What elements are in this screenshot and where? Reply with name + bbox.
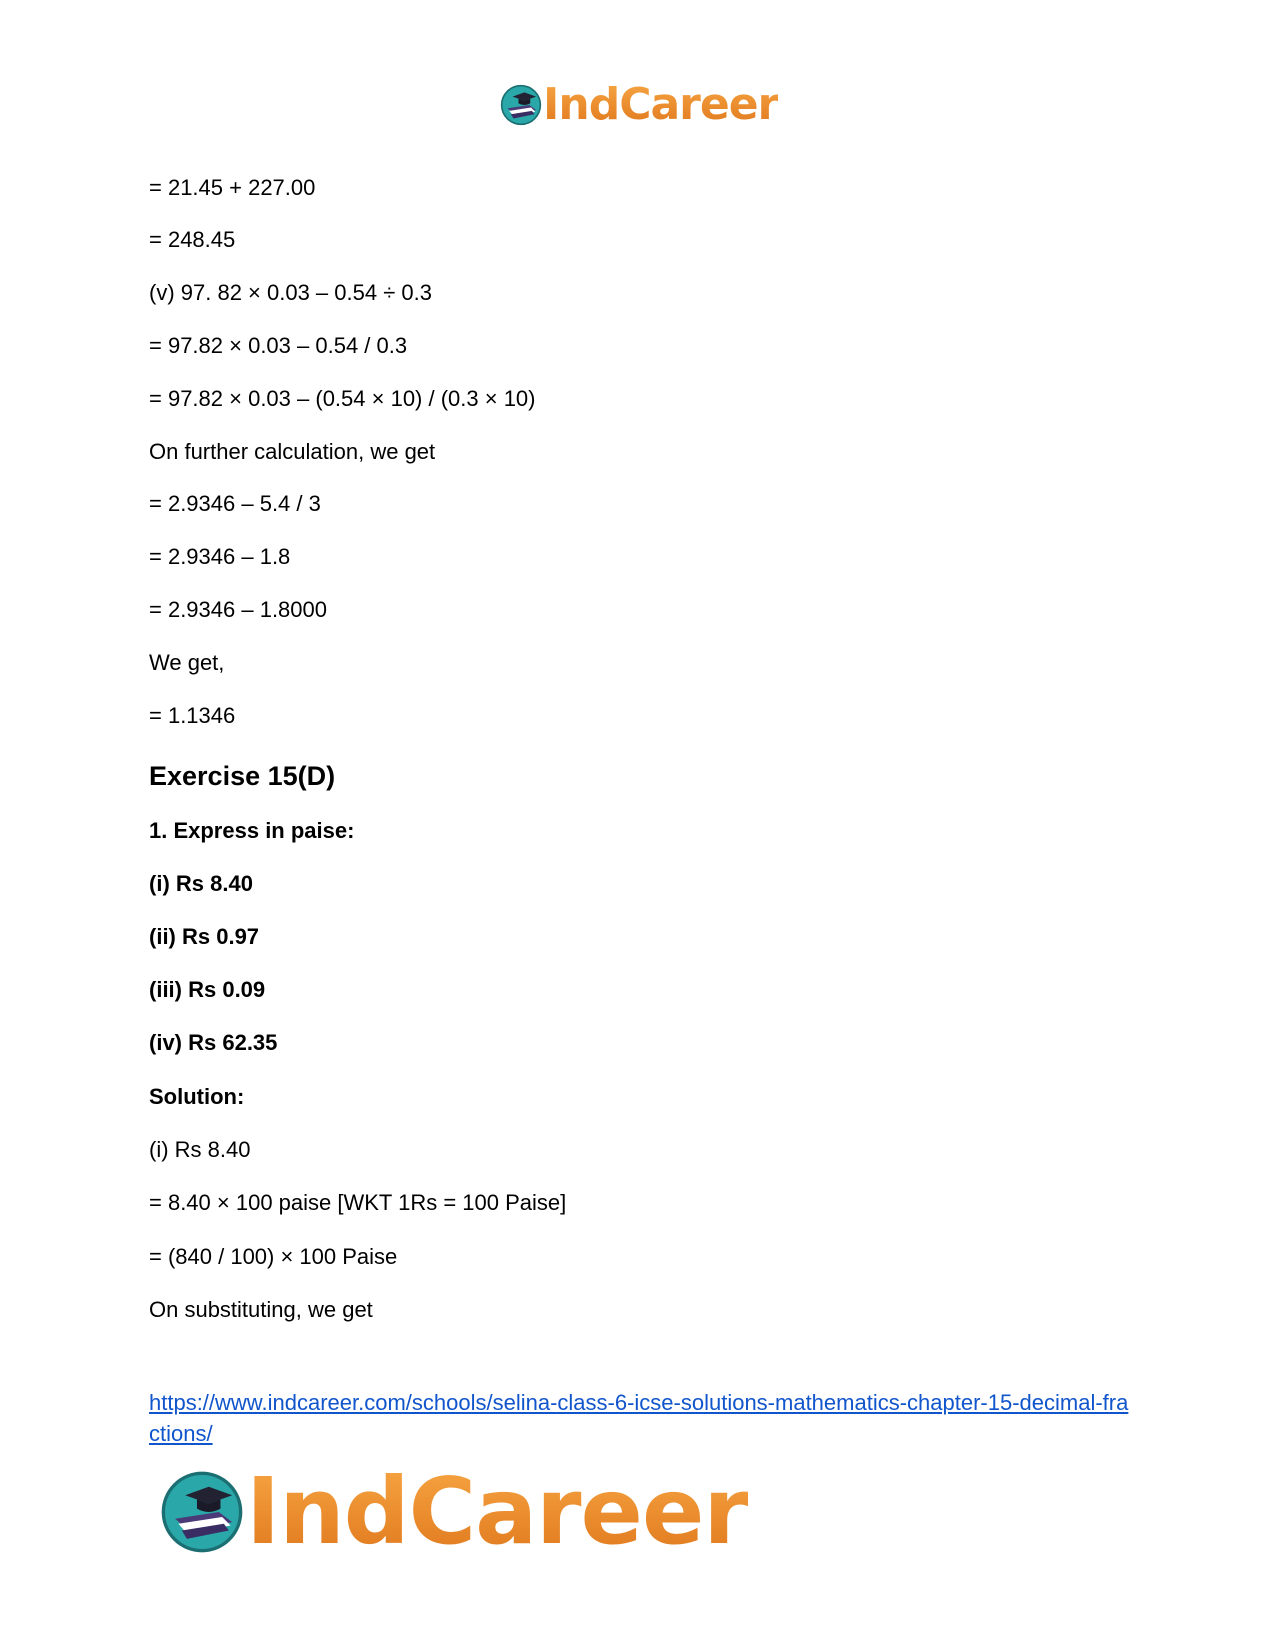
indcareer-logo-footer <box>160 1458 748 1565</box>
calc-line: = 2.9346 – 1.8 <box>149 544 291 569</box>
indcareer-logo-header <box>500 80 778 130</box>
question-part: (iii) Rs 0.09 <box>149 977 266 1002</box>
calc-line: We get, <box>149 650 225 675</box>
calc-line: On further calculation, we get <box>149 439 436 464</box>
calc-line: = 1.1346 <box>149 703 236 728</box>
question-part: (i) Rs 8.40 <box>149 871 253 896</box>
globe-book-logo-icon <box>500 84 542 126</box>
source-link[interactable]: https://www.indcareer.com/schools/selina-class-6-icse-solutions-mathematics-chapter-15-decimal-fractions/ <box>149 1390 1129 1446</box>
globe-book-logo-icon <box>160 1470 244 1554</box>
calc-line: = 97.82 × 0.03 – (0.54 × 10) / (0.3 × 10) <box>149 386 536 411</box>
question-part: (iv) Rs 62.35 <box>149 1030 278 1055</box>
solution-line: (i) Rs 8.40 <box>149 1137 251 1162</box>
question-text: 1. Express in paise: <box>149 818 355 843</box>
calc-line: = 21.45 + 227.00 <box>149 175 316 200</box>
solution-line: = 8.40 × 100 paise [WKT 1Rs = 100 Paise] <box>149 1190 567 1215</box>
solution-label: Solution: <box>149 1084 245 1109</box>
calc-line: = 248.45 <box>149 227 236 252</box>
solution-line: On substituting, we get <box>149 1297 373 1322</box>
calc-line: = 2.9346 – 5.4 / 3 <box>149 491 321 516</box>
brand-wordmark: IndCareer <box>246 1458 748 1565</box>
calc-line: = 97.82 × 0.03 – 0.54 / 0.3 <box>149 333 408 358</box>
solution-line: = (840 / 100) × 100 Paise <box>149 1244 398 1269</box>
exercise-heading: Exercise 15(D) <box>149 761 336 791</box>
question-part: (ii) Rs 0.97 <box>149 924 260 949</box>
calc-line: = 2.9346 – 1.8000 <box>149 597 327 622</box>
brand-wordmark: IndCareer <box>543 79 779 130</box>
calc-line: (v) 97. 82 × 0.03 – 0.54 ÷ 0.3 <box>149 280 432 305</box>
